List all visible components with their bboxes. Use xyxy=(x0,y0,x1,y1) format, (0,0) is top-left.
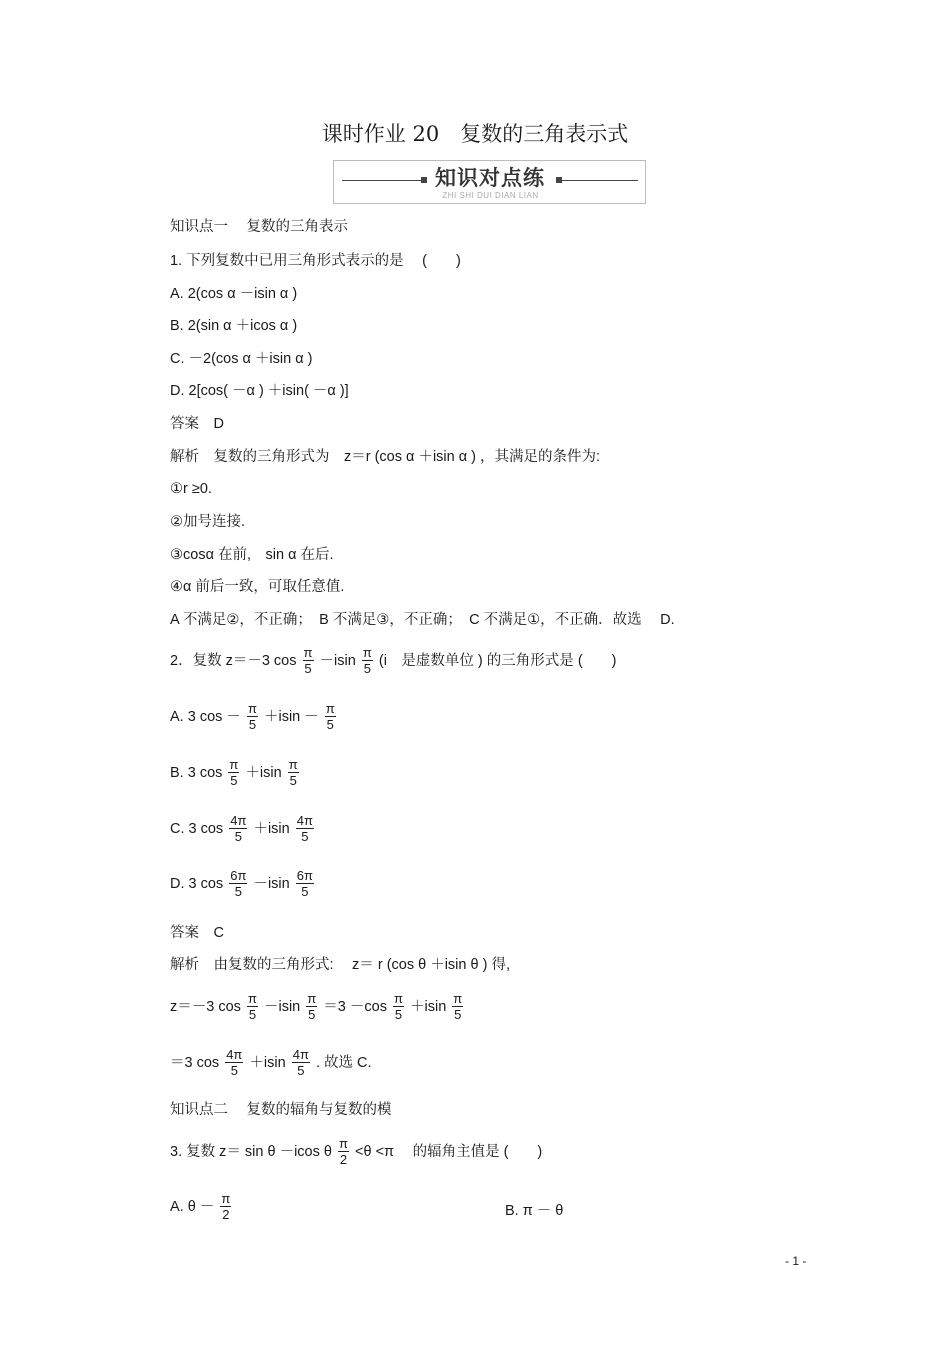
fraction: $\frac{4\pi}{5}$ xyxy=(226,1047,243,1078)
question-2-stem: 2．复数 z＝－3 cos $\frac{\pi}{5}$ －isin $\frac{\pi}{5}$ (i 是虚数单位 ) 的三角形式是 ( ) xyxy=(170,645,617,676)
question-3-stem: 3. 复数 z＝ sin θ －icos θ $\frac{\pi}{2}$ <θ <π 的辐角主值是 ( ) xyxy=(170,1136,543,1167)
q1-condition-1: ①r ≥0. xyxy=(170,481,212,497)
q1-answer: 答案 D xyxy=(170,416,224,432)
section-banner xyxy=(333,160,646,204)
fraction: $\frac{\pi}{5}$ xyxy=(453,991,463,1022)
q2-answer: 答案 C xyxy=(170,925,224,941)
banner-left-line xyxy=(342,180,424,181)
fraction: $\frac{4\pi}{5}$ xyxy=(296,813,313,844)
banner-left-dot xyxy=(421,177,427,183)
page-number: - 1 - xyxy=(785,1254,807,1268)
q3-option-a: A. θ － $\frac{\pi}{2}$ xyxy=(170,1191,231,1222)
q2-option-c: C. 3 cos $\frac{4\pi}{5}$ ＋isin $\frac{4\pi}{5}$ xyxy=(170,813,313,844)
q2-option-b: B. 3 cos $\frac{\pi}{5}$ ＋isin $\frac{\pi}{5}$ xyxy=(170,757,298,788)
q1-option-c: C. －2(cos α ＋isin α ) xyxy=(170,351,313,367)
q1-option-d: D. 2[cos( －α ) ＋isin( －α )] xyxy=(170,383,349,399)
banner-subtitle: ZHI SHI DUI DIAN LIAN xyxy=(442,191,539,200)
q2-derivation-2: ＝3 cos $\frac{4\pi}{5}$ ＋isin $\frac{4\pi}{5}$ . 故选 C. xyxy=(170,1047,372,1078)
fraction: $\frac{\pi}{2}$ xyxy=(221,1191,231,1222)
fraction: $\frac{\pi}{5}$ xyxy=(288,757,298,788)
page-title: 课时作业 20 复数的三角表示式 xyxy=(321,122,629,146)
section-heading-2: 知识点二 复数的辐角与复数的模 xyxy=(170,1102,392,1118)
fraction: $\frac{\pi}{5}$ xyxy=(247,701,257,732)
q2-option-d: D. 3 cos $\frac{6\pi}{5}$ －isin $\frac{6\pi}{5}$ xyxy=(170,868,313,899)
fraction: $\frac{\pi}{5}$ xyxy=(362,645,372,676)
q1-analysis: 解析 复数的三角形式为 z＝r (cos α ＋isin α ) ，其满足的条件为: xyxy=(170,449,601,465)
fraction: $\frac{\pi}{5}$ xyxy=(325,701,335,732)
fraction: $\frac{6\pi}{5}$ xyxy=(296,868,313,899)
fraction: $\frac{\pi}{5}$ xyxy=(247,991,257,1022)
q3-option-b: B. π － θ xyxy=(505,1203,564,1219)
fraction: $\frac{\pi}{2}$ xyxy=(339,1136,348,1167)
q2-derivation-1: z＝－3 cos $\frac{\pi}{5}$ －isin $\frac{\pi}{5}$ ＝3 －cos $\frac{\pi}{5}$ ＋isin $\frac{\pi}{5}$ xyxy=(170,991,463,1022)
fraction: $\frac{\pi}{5}$ xyxy=(303,645,313,676)
section-heading-1: 知识点一 复数的三角表示 xyxy=(170,219,349,235)
q1-option-b: B. 2(sin α ＋icos α ) xyxy=(170,318,298,334)
banner-title: 知识对点练 xyxy=(435,165,545,190)
q1-option-a: A. 2(cos α －isin α ) xyxy=(170,286,298,302)
q1-condition-2: ②加号连接. xyxy=(170,514,246,530)
q1-conclusion: A 不满足②，不正确； B 不满足③，不正确； C 不满足①，不正确．故选 D. xyxy=(170,612,675,628)
fraction: $\frac{4\pi}{5}$ xyxy=(292,1047,309,1078)
fraction: $\frac{\pi}{5}$ xyxy=(229,757,239,788)
banner-right-line xyxy=(560,180,638,181)
fraction: $\frac{4\pi}{5}$ xyxy=(230,813,247,844)
q1-condition-4: ④α 前后一致，可取任意值. xyxy=(170,579,345,595)
q2-analysis: 解析 由复数的三角形式: z＝ r (cos θ ＋isin θ ) 得, xyxy=(170,957,510,973)
fraction: $\frac{\pi}{5}$ xyxy=(307,991,317,1022)
q1-condition-3: ③cosα 在前, sin α 在后. xyxy=(170,547,334,563)
fraction: $\frac{6\pi}{5}$ xyxy=(230,868,247,899)
q2-option-a: A. 3 cos － $\frac{\pi}{5}$ ＋isin － $\frac{\pi}{5}$ xyxy=(170,701,335,732)
fraction: $\frac{\pi}{5}$ xyxy=(393,991,403,1022)
question-1-stem: 1. 下列复数中已用三角形式表示的是 ( ) xyxy=(170,253,461,269)
